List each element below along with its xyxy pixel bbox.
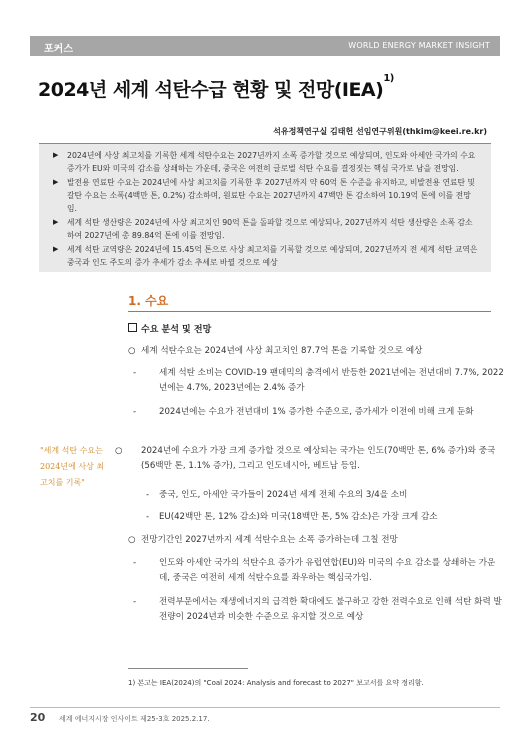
triangle-bullet-icon: ▶ (53, 178, 59, 186)
body-paragraph: - 세계 석탄 소비는 COVID-19 팬데믹의 충격에서 반등한 2021년에는 전년대비 7.7%, 2022년에는 4.7%, 2023년에는 2.4% 증가 (133, 368, 504, 393)
body-paragraph: - 인도와 아세안 국가의 석탄수요 증가가 유럽연합(EU)와 미국의 수요 감소를 상쇄하는 가운데, 중국은 여전히 세계 석탄수요를 좌우하는 핵심국가임. (133, 558, 496, 583)
footer-divider (30, 707, 500, 708)
subsection-heading: 수요 분석 및 전망 (128, 322, 211, 335)
page-title (38, 75, 394, 102)
footer-publication: 세계 에너지시장 인사이트 제25-3호 2025.2.17. (59, 715, 210, 723)
title-footnote-ref: 1) (383, 73, 394, 84)
summary-box (39, 143, 491, 272)
body-paragraph: - EU(42백만 톤, 12% 감소)와 미국(18백만 톤, 5% 감소)은 가장 크게 감소 (146, 512, 438, 522)
body-paragraph: - 2024년에는 수요가 전년대비 1% 증가한 수준으로, 증가세가 이전에 비해 크게 둔화 (133, 407, 474, 417)
square-bullet-icon (128, 323, 137, 332)
title-text: 2024년 세계 석탄수급 현황 및 전망(IEA) (38, 79, 384, 101)
publication-label: WORLD ENERGY MARKET INSIGHT (348, 41, 490, 50)
body-paragraph: ○ 전망기간인 2027년까지 세계 석탄수요는 소폭 증가하는데 그칠 전망 (128, 535, 398, 545)
summary-item: ▶ 2024년에 사상 최고치를 기록한 세계 석탄수요는 2027년까지 소폭 증가할 것으로 예상되며, 인도와 아세안 국가의 수요 증가가 EU와 미국의 감소를 상쇄하는 가운데, 중국은 여전히 글로벌 석탄 수요를 결정짓는 핵심 국가로 남을 전망임. (53, 151, 476, 173)
section-divider (128, 311, 491, 312)
triangle-bullet-icon: ▶ (53, 218, 59, 226)
section-label: 포커스 (44, 44, 73, 55)
triangle-bullet-icon: ▶ (53, 151, 59, 159)
summary-item: ▶ 세계 석탄 생산량은 2024년에 사상 최고치인 90억 톤을 돌파할 것으로 예상되나, 2027년까지 석탄 생산량은 소폭 감소하여 2027년에 총 89.84억 톤에 이를 전망임. (53, 218, 473, 240)
summary-item: ▶ 세계 석탄 교역량은 2024년에 15.45억 톤으로 사상 최고치를 기록할 것으로 예상되며, 2027년까지 전 세계 석탄 교역은 중국과 인도 주도의 증가 추세가 감소 추세로 바뀔 것으로 예상 (53, 245, 478, 267)
body-paragraph: - 중국, 인도, 아세안 국가들이 2024년 세계 전체 수요의 3/4을 소비 (146, 490, 408, 500)
author-line: 석유정책연구실 김태헌 선임연구위원(thkim@keei.re.kr) (273, 127, 487, 136)
body-paragraph: - 전력부문에서는 재생에너지의 급격한 확대에도 불구하고 강한 전력수요로 인해 석탄 화력 발전량이 2024년과 비슷한 수준으로 유지할 것으로 예상 (133, 597, 502, 622)
footnote: 1) 본고는 IEA(2024)의 "Coal 2024: Analysis and forecast to 2027" 보고서를 요약 정리함. (128, 679, 424, 687)
header-bar (30, 36, 500, 56)
side-quote: "세계 석탄 수요는 2024년에 사상 최고치를 기록" (40, 446, 105, 487)
summary-item: ▶ 발전용 연료탄 수요는 2024년에 사상 최고치를 기록한 후 2027년까지 약 60억 톤 수준을 유지하고, 비발전용 연료탄 및 갈탄 수요는 소폭(4백만 톤, 0.2%) 감소하며, 원료탄 수요는 2027년까지 47백만 톤 감소하여 10.19억 톤에 이를 전망임. (53, 178, 476, 213)
body-paragraph: ○ 2024년에 수요가 가장 크게 증가할 것으로 예상되는 국가는 인도(70백만 톤, 6% 증가)와 중국(56백만 톤, 1.1% 증가), 그리고 인도네시아, 베트남 등임. (115, 446, 496, 471)
section-heading: 1. 수요 (128, 294, 169, 308)
footnote-divider (128, 668, 248, 669)
page-number: 20 (30, 711, 46, 724)
body-paragraph: ○ 세계 석탄수요는 2024년에 사상 최고치인 87.7억 톤을 기록할 것으로 예상 (128, 346, 423, 356)
triangle-bullet-icon: ▶ (53, 245, 59, 253)
